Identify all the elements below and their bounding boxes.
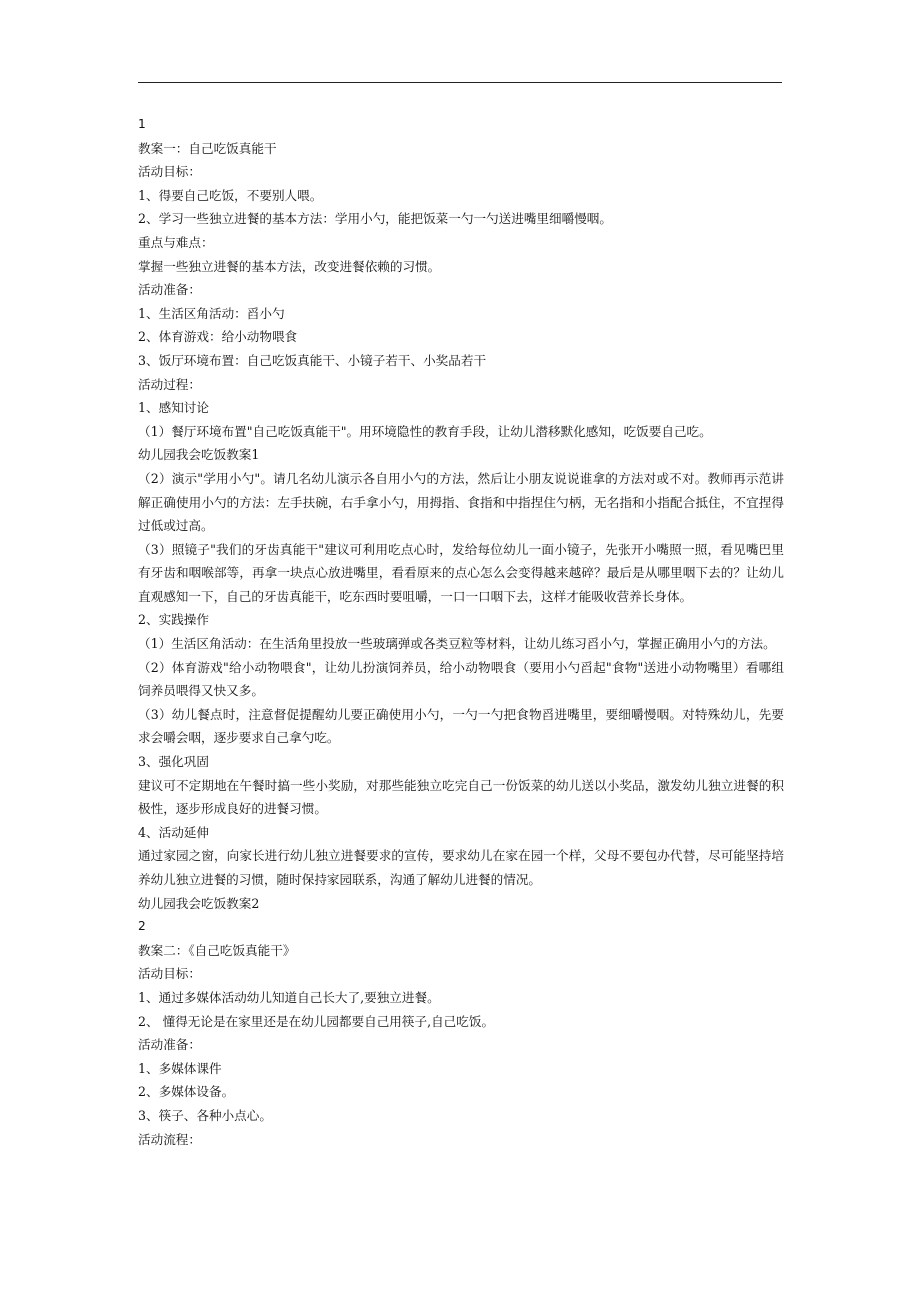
heading-preparation: 活动准备： bbox=[138, 282, 201, 298]
section-number: 2 bbox=[138, 919, 146, 934]
heading-goals: 活动目标： bbox=[138, 164, 201, 180]
heading-key-points: 重点与难点： bbox=[138, 234, 214, 250]
paragraph: 通过家园之窗，向家长进行幼儿独立进餐要求的宣传，要求幼儿在家在园一个样，父母不要包办代替，尽可能坚持培养幼儿独立进餐的习惯，随时保持家园联系，沟通了解幼儿进餐的情况。 bbox=[138, 848, 784, 887]
list-item: 1、得要自己吃饭，不要别人喂。 bbox=[138, 187, 323, 203]
list-item: 1、通过多媒体活动幼儿知道自己长大了,要独立进餐。 bbox=[138, 989, 440, 1005]
paragraph: （2）体育游戏"给小动物喂食"，让幼儿扮演饲养员，给小动物喂食（要用小勺舀起"食物"送进小动物嘴里）看哪组饲养员喂得又快又多。 bbox=[138, 659, 784, 699]
paragraph: （3）幼儿餐点时，注意督促提醒幼儿要正确使用小勺，一勺一勺把食物舀进嘴里，要细嚼慢咽。对特殊幼儿，先要求会嚼会咽，逐步要求自己拿勺吃。 bbox=[138, 706, 784, 746]
list-item: 1、多媒体课件 bbox=[138, 1060, 222, 1076]
heading-preparation: 活动准备： bbox=[138, 1037, 201, 1053]
list-item: 2、学习一些独立进餐的基本方法：学用小勺，能把饭菜一勺一勺送进嘴里细嚼慢咽。 bbox=[138, 211, 612, 227]
subheading: 4、活动延伸 bbox=[138, 824, 209, 840]
paragraph: （3）照镜子"我们的牙齿真能干"建议可利用吃点心时，发给每位幼儿一面小镜子，先张开小嘴照一照，看见嘴巴里有牙齿和咽喉部等，再拿一块点心放进嘴里，看看原来的点心怎么会变得越来越碎？最后是从哪里咽下去的？让幼儿直观感知一下，自己的牙齿真能干，吃东西时要咀嚼，一口一口咽下去，这样才能吸收营养长身体。 bbox=[138, 541, 784, 604]
list-item: 3、饭厅环境布置：自己吃饭真能干、小镜子若干、小奖品若干 bbox=[138, 352, 487, 368]
lesson-title: 教案一：自己吃饭真能干 bbox=[138, 140, 277, 156]
heading-flow: 活动流程： bbox=[138, 1131, 201, 1147]
list-item: 2、多媒体设备。 bbox=[138, 1084, 235, 1100]
paragraph: （1）生活区角活动：在生活角里投放一些玻璃弹或各类豆粒等材料，让幼儿练习舀小勺，掌握正确用小勺的方法。 bbox=[138, 636, 776, 652]
document-body bbox=[138, 113, 784, 1151]
header-rule bbox=[138, 82, 782, 83]
heading-goals: 活动目标： bbox=[138, 966, 201, 982]
subheading: 3、强化巩固 bbox=[138, 754, 209, 770]
paragraph: （1）餐厅环境布置"自己吃饭真能干"。用环境隐性的教育手段，让幼儿潜移默化感知，吃饭要自己吃。 bbox=[138, 423, 712, 439]
paragraph: （2）演示"学用小勺"。请几名幼儿演示各自用小勺的方法，然后让小朋友说说谁拿的方法对或不对。教师再示范讲解正确使用小勺的方法：左手扶碗，右手拿小勺，用拇指、食指和中指捏住勺柄，无名指和小指配合抵住，不宜捏得过低或过高。 bbox=[138, 470, 784, 534]
document-caption: 幼儿园我会吃饭教案1 bbox=[138, 447, 260, 463]
lesson-title: 教案二：《自己吃饭真能干》 bbox=[138, 942, 296, 958]
paragraph: 掌握一些独立进餐的基本方法，改变进餐依赖的习惯。 bbox=[138, 258, 441, 274]
list-item: 1、生活区角活动：舀小勺 bbox=[138, 305, 285, 321]
list-item: 2、体育游戏：给小动物喂食 bbox=[138, 329, 298, 345]
section-number: 1 bbox=[138, 117, 146, 131]
document-caption: 幼儿园我会吃饭教案2 bbox=[138, 895, 260, 911]
heading-process: 活动过程： bbox=[138, 376, 201, 392]
list-item: 3、筷子、各种小点心。 bbox=[138, 1107, 272, 1123]
subheading: 1、感知讨论 bbox=[138, 400, 209, 416]
subheading: 2、实践操作 bbox=[138, 612, 209, 628]
paragraph: 建议可不定期地在午餐时搞一些小奖励，对那些能独立吃完自己一份饭菜的幼儿送以小奖品，激发幼儿独立进餐的积极性，逐步形成良好的进餐习惯。 bbox=[138, 777, 784, 817]
list-item: 2、 懂得无论是在家里还是在幼儿园都要自己用筷子,自己吃饭。 bbox=[138, 1013, 495, 1029]
